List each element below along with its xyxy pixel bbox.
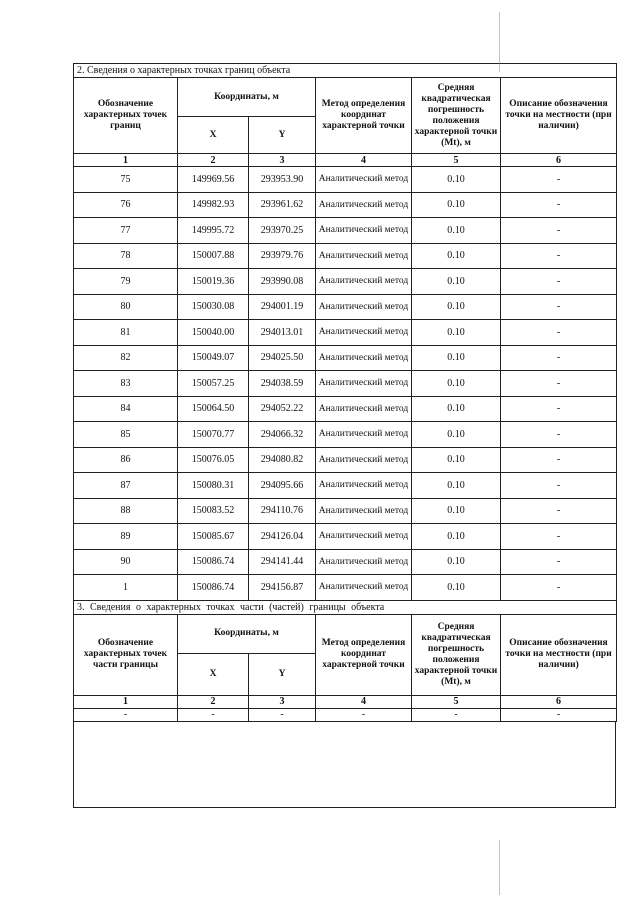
empty-cell: - bbox=[412, 708, 501, 721]
method: Аналитический метод bbox=[316, 269, 412, 295]
coord-y: 294156.87 bbox=[249, 575, 316, 601]
description: - bbox=[501, 524, 617, 550]
point-id: 81 bbox=[74, 320, 178, 346]
col-header-x: X bbox=[178, 653, 249, 695]
coord-y: 294025.50 bbox=[249, 345, 316, 371]
coord-x: 150057.25 bbox=[178, 371, 249, 397]
error: 0.10 bbox=[412, 575, 501, 601]
col-number: 2 bbox=[178, 695, 249, 708]
col-header-y: Y bbox=[249, 117, 316, 154]
point-id: 84 bbox=[74, 396, 178, 422]
col-number: 2 bbox=[178, 154, 249, 167]
table-row bbox=[74, 396, 617, 422]
method: Аналитический метод bbox=[316, 345, 412, 371]
col-number: 5 bbox=[412, 695, 501, 708]
coord-y: 293979.76 bbox=[249, 243, 316, 269]
table-row bbox=[74, 447, 617, 473]
coord-y: 293990.08 bbox=[249, 269, 316, 295]
error: 0.10 bbox=[412, 320, 501, 346]
method: Аналитический метод bbox=[316, 294, 412, 320]
description: - bbox=[501, 345, 617, 371]
error: 0.10 bbox=[412, 218, 501, 244]
section2-table bbox=[73, 63, 617, 722]
coord-x: 150040.00 bbox=[178, 320, 249, 346]
description: - bbox=[501, 320, 617, 346]
col-number: 5 bbox=[412, 154, 501, 167]
col-header-method: Метод определения координат характерной точки bbox=[316, 78, 412, 154]
coord-x: 150086.74 bbox=[178, 575, 249, 601]
error: 0.10 bbox=[412, 371, 501, 397]
point-id: 85 bbox=[74, 422, 178, 448]
description: - bbox=[501, 473, 617, 499]
col-header-name: Обозначение характерных точек границ bbox=[74, 78, 178, 154]
error: 0.10 bbox=[412, 549, 501, 575]
coord-x: 150007.88 bbox=[178, 243, 249, 269]
table-row bbox=[74, 473, 617, 499]
description: - bbox=[501, 294, 617, 320]
coord-x: 149969.56 bbox=[178, 167, 249, 193]
coord-y: 293961.62 bbox=[249, 192, 316, 218]
col-header-name: Обозначение характерных точек части границы bbox=[74, 614, 178, 695]
coord-x: 150070.77 bbox=[178, 422, 249, 448]
method: Аналитический метод bbox=[316, 218, 412, 244]
method: Аналитический метод bbox=[316, 422, 412, 448]
table-row bbox=[74, 192, 617, 218]
col-header-desc: Описание обозначения точки на местности (при наличии) bbox=[501, 614, 617, 695]
point-id: 90 bbox=[74, 549, 178, 575]
method: Аналитический метод bbox=[316, 575, 412, 601]
col-number: 1 bbox=[74, 154, 178, 167]
point-id: 80 bbox=[74, 294, 178, 320]
table-row bbox=[74, 575, 617, 601]
error: 0.10 bbox=[412, 243, 501, 269]
error: 0.10 bbox=[412, 422, 501, 448]
description: - bbox=[501, 243, 617, 269]
error: 0.10 bbox=[412, 167, 501, 193]
point-id: 89 bbox=[74, 524, 178, 550]
empty-cell: - bbox=[316, 708, 412, 721]
error: 0.10 bbox=[412, 294, 501, 320]
error: 0.10 bbox=[412, 473, 501, 499]
coord-y: 293970.25 bbox=[249, 218, 316, 244]
col-number: 6 bbox=[501, 154, 617, 167]
col-number: 6 bbox=[501, 695, 617, 708]
col-number: 1 bbox=[74, 695, 178, 708]
method: Аналитический метод bbox=[316, 524, 412, 550]
col-number: 3 bbox=[249, 154, 316, 167]
description: - bbox=[501, 192, 617, 218]
method: Аналитический метод bbox=[316, 473, 412, 499]
error: 0.10 bbox=[412, 524, 501, 550]
method: Аналитический метод bbox=[316, 192, 412, 218]
table-row bbox=[74, 708, 617, 721]
table-row bbox=[74, 218, 617, 244]
description: - bbox=[501, 396, 617, 422]
coord-y: 294052.22 bbox=[249, 396, 316, 422]
error: 0.10 bbox=[412, 345, 501, 371]
method: Аналитический метод bbox=[316, 371, 412, 397]
col-header-desc: Описание обозначения точки на местности (при наличии) bbox=[501, 78, 617, 154]
col-header-error: Средняя квадратическая погрешность положения характерной точки (Mt), м bbox=[412, 614, 501, 695]
description: - bbox=[501, 549, 617, 575]
table-row bbox=[74, 371, 617, 397]
scan-artifact bbox=[499, 840, 500, 895]
method: Аналитический метод bbox=[316, 243, 412, 269]
point-id: 77 bbox=[74, 218, 178, 244]
empty-cell: - bbox=[501, 708, 617, 721]
scan-artifact bbox=[499, 12, 500, 72]
point-id: 75 bbox=[74, 167, 178, 193]
method: Аналитический метод bbox=[316, 549, 412, 575]
col-number: 3 bbox=[249, 695, 316, 708]
method: Аналитический метод bbox=[316, 396, 412, 422]
coord-y: 294066.32 bbox=[249, 422, 316, 448]
description: - bbox=[501, 218, 617, 244]
description: - bbox=[501, 371, 617, 397]
table-row bbox=[74, 269, 617, 295]
col-header-coords: Координаты, м bbox=[178, 614, 316, 653]
description: - bbox=[501, 269, 617, 295]
coord-x: 150030.08 bbox=[178, 294, 249, 320]
col-number: 4 bbox=[316, 695, 412, 708]
error: 0.10 bbox=[412, 396, 501, 422]
blank-area bbox=[73, 722, 616, 808]
table-row bbox=[74, 243, 617, 269]
coord-x: 150064.50 bbox=[178, 396, 249, 422]
table-row bbox=[74, 294, 617, 320]
coord-x: 150019.36 bbox=[178, 269, 249, 295]
method: Аналитический метод bbox=[316, 447, 412, 473]
method: Аналитический метод bbox=[316, 320, 412, 346]
coord-y: 294110.76 bbox=[249, 498, 316, 524]
point-id: 87 bbox=[74, 473, 178, 499]
table-row bbox=[74, 345, 617, 371]
description: - bbox=[501, 498, 617, 524]
coord-y: 294141.44 bbox=[249, 549, 316, 575]
description: - bbox=[501, 167, 617, 193]
point-id: 79 bbox=[74, 269, 178, 295]
point-id: 88 bbox=[74, 498, 178, 524]
error: 0.10 bbox=[412, 447, 501, 473]
col-header-x: X bbox=[178, 117, 249, 154]
document-page bbox=[73, 63, 616, 808]
point-id: 78 bbox=[74, 243, 178, 269]
table-row bbox=[74, 524, 617, 550]
description: - bbox=[501, 422, 617, 448]
coord-x: 150049.07 bbox=[178, 345, 249, 371]
coord-y: 293953.90 bbox=[249, 167, 316, 193]
method: Аналитический метод bbox=[316, 498, 412, 524]
description: - bbox=[501, 575, 617, 601]
coord-y: 294095.66 bbox=[249, 473, 316, 499]
point-id: 82 bbox=[74, 345, 178, 371]
error: 0.10 bbox=[412, 498, 501, 524]
coord-x: 150086.74 bbox=[178, 549, 249, 575]
coord-x: 150083.52 bbox=[178, 498, 249, 524]
error: 0.10 bbox=[412, 269, 501, 295]
method: Аналитический метод bbox=[316, 167, 412, 193]
coord-x: 150076.05 bbox=[178, 447, 249, 473]
col-header-y: Y bbox=[249, 653, 316, 695]
point-id: 76 bbox=[74, 192, 178, 218]
coord-y: 294013.01 bbox=[249, 320, 316, 346]
point-id: 83 bbox=[74, 371, 178, 397]
coord-x: 150085.67 bbox=[178, 524, 249, 550]
section3-title: 3. Сведения о характерных точках части (частей) границы объекта bbox=[74, 600, 617, 614]
table-row bbox=[74, 498, 617, 524]
table-row bbox=[74, 422, 617, 448]
error: 0.10 bbox=[412, 192, 501, 218]
col-number: 4 bbox=[316, 154, 412, 167]
empty-cell: - bbox=[249, 708, 316, 721]
empty-cell: - bbox=[178, 708, 249, 721]
empty-cell: - bbox=[74, 708, 178, 721]
table-row bbox=[74, 549, 617, 575]
coord-x: 149982.93 bbox=[178, 192, 249, 218]
coord-x: 149995.72 bbox=[178, 218, 249, 244]
col-header-method: Метод определения координат характерной точки bbox=[316, 614, 412, 695]
table-row bbox=[74, 320, 617, 346]
coord-y: 294080.82 bbox=[249, 447, 316, 473]
description: - bbox=[501, 447, 617, 473]
coord-y: 294038.59 bbox=[249, 371, 316, 397]
coord-y: 294001.19 bbox=[249, 294, 316, 320]
coord-y: 294126.04 bbox=[249, 524, 316, 550]
point-id: 86 bbox=[74, 447, 178, 473]
point-id: 1 bbox=[74, 575, 178, 601]
col-header-error: Средняя квадратическая погрешность положения характерной точки (Mt), м bbox=[412, 78, 501, 154]
coord-x: 150080.31 bbox=[178, 473, 249, 499]
table-row bbox=[74, 167, 617, 193]
section2-title: 2. Сведения о характерных точках границ объекта bbox=[74, 64, 617, 78]
col-header-coords: Координаты, м bbox=[178, 78, 316, 117]
